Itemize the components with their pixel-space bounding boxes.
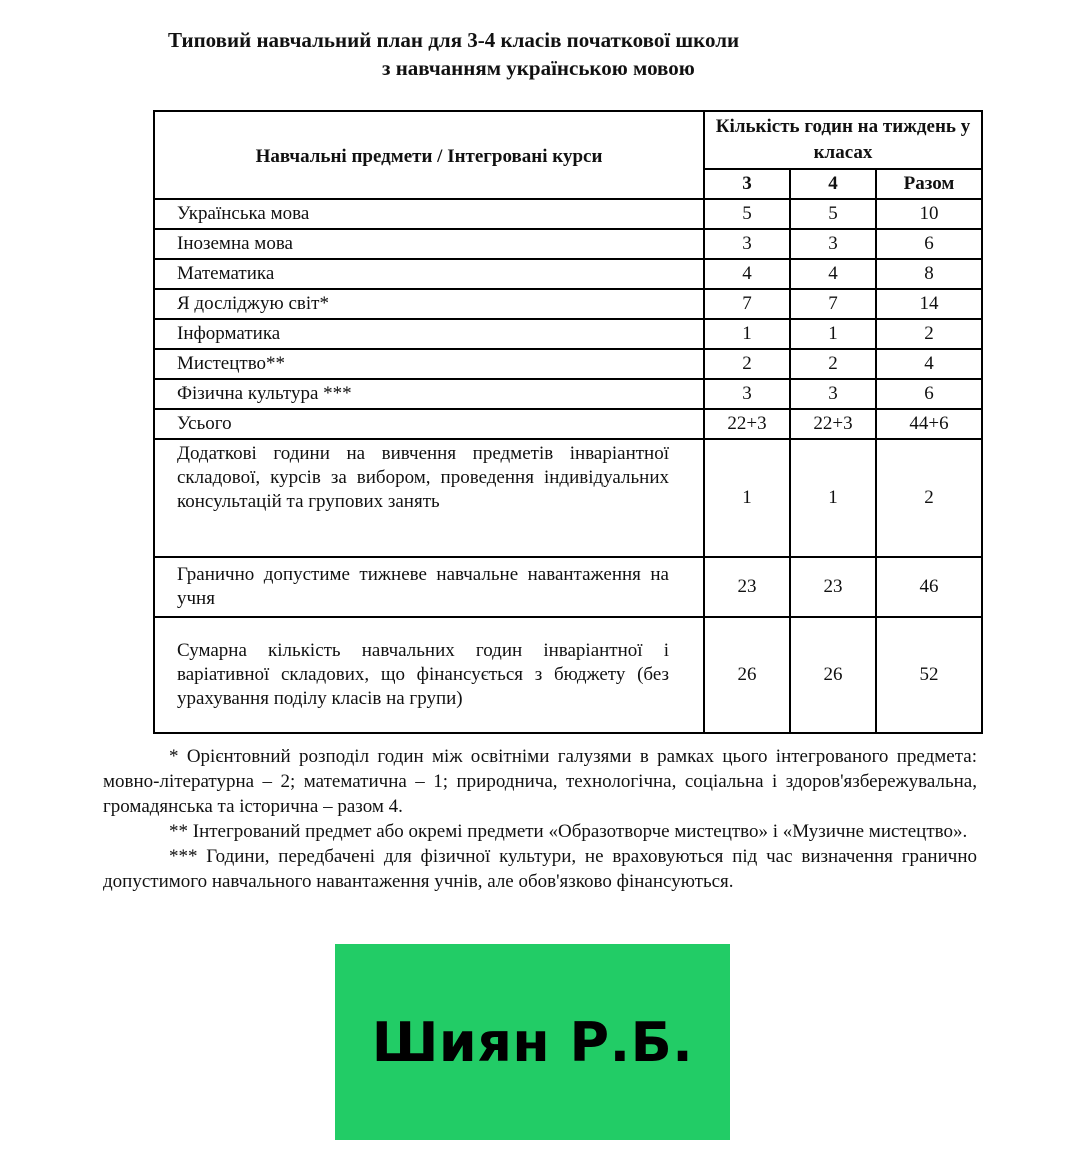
grade-4-cell: 3: [790, 379, 876, 409]
footnote-3: *** Години, передбачені для фізичної культури, не враховуються під час визначення гранично допустимого навчального навантаження учнів, але обов'язково фінансуються.: [103, 846, 977, 892]
total-cell: 2: [876, 439, 982, 557]
subject-cell: Сумарна кількість навчальних годин інваріантної і варіативної складових, що фінансується з бюджету (без урахування поділу класів на групи): [154, 617, 704, 733]
grade-4-cell: 3: [790, 229, 876, 259]
grade-3-cell: 22+3: [704, 409, 790, 439]
subject-cell: Я досліджую світ*: [154, 289, 704, 319]
subject-cell: Усього: [154, 409, 704, 439]
table-row: [154, 557, 982, 617]
subject-cell: Фізична культура ***: [154, 379, 704, 409]
grade-3-cell: 1: [704, 439, 790, 557]
grade-4-cell: 7: [790, 289, 876, 319]
subject-cell: Математика: [154, 259, 704, 289]
author-banner: [335, 944, 730, 1140]
grade-3-cell: 3: [704, 379, 790, 409]
total-cell: 10: [876, 199, 982, 229]
total-cell: 8: [876, 259, 982, 289]
grade-4-cell: 23: [790, 557, 876, 617]
table-row: [154, 229, 982, 259]
table-row: [154, 379, 982, 409]
grade-4-cell: 22+3: [790, 409, 876, 439]
grade-4-cell: 1: [790, 439, 876, 557]
table-row: [154, 259, 982, 289]
hours-header: Кількість годин на тиждень у класах: [704, 111, 982, 169]
total-cell: 4: [876, 349, 982, 379]
subject-cell: Гранично допустиме тижневе навчальне навантаження на учня: [154, 557, 704, 617]
subject-cell: Мистецтво**: [154, 349, 704, 379]
table-row: [154, 349, 982, 379]
author-name: Шиян Р.Б.: [371, 1010, 694, 1074]
subject-cell: Українська мова: [154, 199, 704, 229]
total-cell: 46: [876, 557, 982, 617]
grade-4-cell: 1: [790, 319, 876, 349]
total-cell: 44+6: [876, 409, 982, 439]
total-cell: 52: [876, 617, 982, 733]
grade-3-header: 3: [704, 169, 790, 199]
footnotes: [103, 744, 977, 894]
title-line-1: Типовий навчальний план для 3-4 класів початкової школи: [168, 28, 740, 52]
grade-4-cell: 5: [790, 199, 876, 229]
subject-cell: Іноземна мова: [154, 229, 704, 259]
total-cell: 14: [876, 289, 982, 319]
subject-cell: Інформатика: [154, 319, 704, 349]
total-cell: 2: [876, 319, 982, 349]
table-row: [154, 409, 982, 439]
table-row: [154, 289, 982, 319]
grade-3-cell: 1: [704, 319, 790, 349]
footnote-1: * Орієнтовний розподіл годин між освітніми галузями в рамках цього інтегрованого предмета: мовно-літературна – 2; математична – 1; природнича, технологічна, соціальна і здоров'язбережувальна, громадянська та історична – разом 4.: [103, 746, 977, 817]
document-title: [120, 26, 970, 82]
table-row: [154, 617, 982, 733]
grade-3-cell: 23: [704, 557, 790, 617]
table-row: [154, 319, 982, 349]
grade-4-cell: 26: [790, 617, 876, 733]
grade-3-cell: 4: [704, 259, 790, 289]
title-line-2: з навчанням українською мовою: [382, 56, 695, 80]
grade-3-cell: 5: [704, 199, 790, 229]
table-row: [154, 439, 982, 557]
footnote-2: ** Інтегрований предмет або окремі предмети «Образотворче мистецтво» і «Музичне мистецтво».: [169, 821, 968, 842]
grade-3-cell: 7: [704, 289, 790, 319]
table-row: [154, 199, 982, 229]
grade-4-cell: 4: [790, 259, 876, 289]
grade-4-header: 4: [790, 169, 876, 199]
subjects-header: Навчальні предмети / Інтегровані курси: [154, 111, 704, 199]
total-header: Разом: [876, 169, 982, 199]
total-cell: 6: [876, 229, 982, 259]
grade-3-cell: 2: [704, 349, 790, 379]
grade-4-cell: 2: [790, 349, 876, 379]
grade-3-cell: 3: [704, 229, 790, 259]
curriculum-table: [153, 110, 983, 734]
subject-cell: Додаткові години на вивчення предметів інваріантної складової, курсів за вибором, проведення індивідуальних консультацій та групових занять: [154, 439, 704, 557]
total-cell: 6: [876, 379, 982, 409]
grade-3-cell: 26: [704, 617, 790, 733]
